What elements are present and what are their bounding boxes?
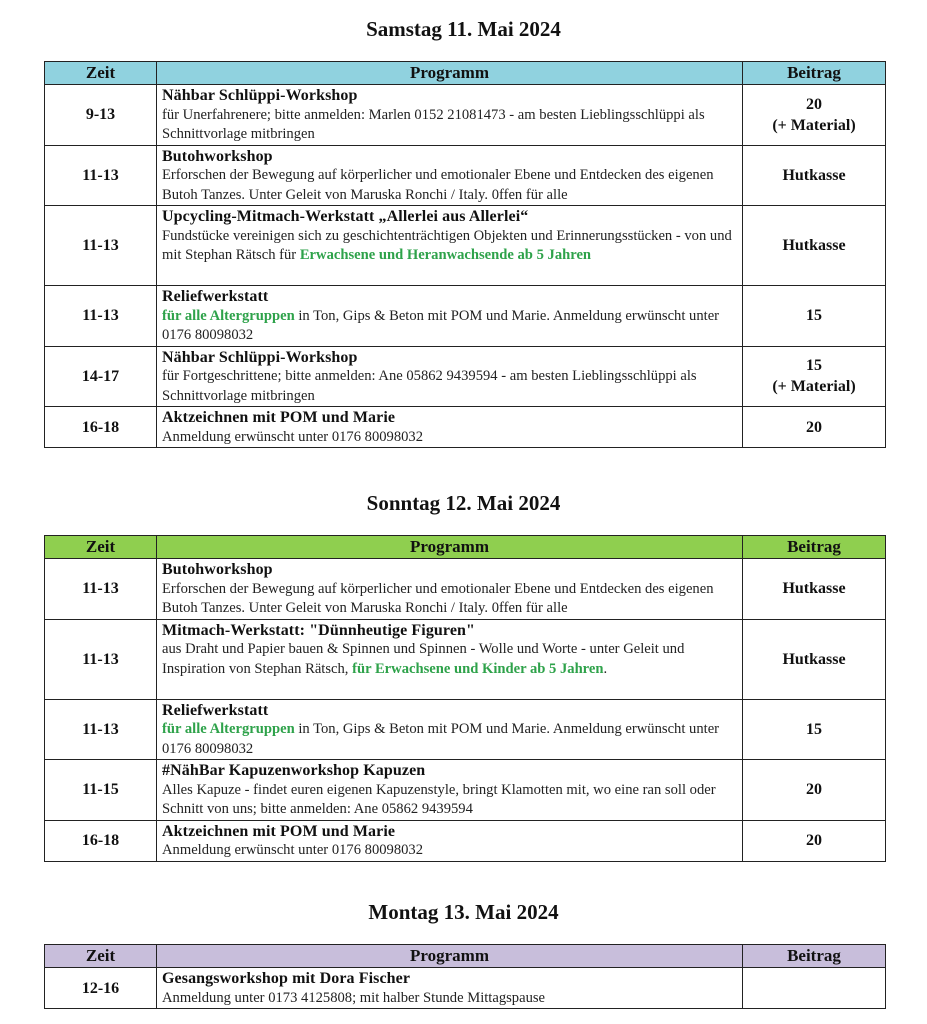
beitrag-line: 15 <box>806 357 822 375</box>
cell-programm <box>157 968 743 1009</box>
description-text: Anmeldung erwünscht unter 0176 80098032 <box>162 842 424 858</box>
program-description <box>162 720 738 759</box>
day-title-montag: Montag 13. Mai 2024 <box>368 900 559 924</box>
program-title: Butohworkshop <box>162 147 273 165</box>
header-zeit: Zeit <box>45 945 157 968</box>
header-programm: Programm <box>157 945 743 968</box>
cell-zeit: 14-17 <box>45 346 157 407</box>
cell-programm <box>157 206 743 286</box>
program-description <box>162 989 738 1009</box>
table-row <box>45 699 886 760</box>
cell-programm <box>157 820 743 861</box>
program-title: Reliefwerkstatt <box>162 288 269 305</box>
program-title: Upcycling-Mitmach-Werkstatt „Allerlei aus Allerlei“ <box>162 208 529 225</box>
table-row <box>45 968 886 1009</box>
description-text: Alles Kapuze - findet euren eigenen Kapuzenstyle, bringt Klamotten mit, wo eine ran soll oder Schnitt von uns; bitte anmelden: Ane 05862 9439594 <box>162 781 716 817</box>
cell-zeit: 11-13 <box>45 559 157 620</box>
header-beitrag: Beitrag <box>743 62 886 85</box>
table-row <box>45 85 886 146</box>
table-row <box>45 820 886 861</box>
header-zeit: Zeit <box>45 62 157 85</box>
description-text: Fundstücke vereinigen sich zu geschichtenträchtigen Objekten und Erinnerungsstücken - von und mit Stephan Rätsch für <box>162 227 732 263</box>
beitrag-line: Hutkasse <box>782 580 846 598</box>
program-description <box>162 640 738 679</box>
program-description <box>162 106 738 145</box>
cell-programm <box>157 619 743 699</box>
header-zeit: Zeit <box>45 536 157 559</box>
program-title: Nähbar Schlüppi-Workshop <box>162 87 358 104</box>
cell-zeit: 11-13 <box>45 619 157 699</box>
beitrag-line: Hutkasse <box>782 237 846 254</box>
cell-zeit: 12-16 <box>45 968 157 1009</box>
schedule-table-montag <box>44 944 886 1009</box>
cell-zeit: 11-13 <box>45 699 157 760</box>
beitrag-line: 20 <box>806 418 822 436</box>
cell-beitrag <box>743 85 886 146</box>
program-title: #NähBar Kapuzenworkshop Kapuzen <box>162 762 426 779</box>
description-text: Anmeldung unter 0173 4125808; mit halber Stunde Mittagspause <box>162 989 546 1006</box>
cell-zeit: 11-15 <box>45 760 157 821</box>
cell-programm <box>157 346 743 407</box>
beitrag-line: (+ Material) <box>772 378 856 396</box>
program-description <box>162 580 738 619</box>
program-title: Nähbar Schlüppi-Workshop <box>162 348 358 366</box>
table-header-row <box>45 62 886 85</box>
cell-zeit: 11-13 <box>45 286 157 347</box>
table-row <box>45 619 886 699</box>
table-header-row <box>45 945 886 968</box>
program-title: Aktzeichnen mit POM und Marie <box>162 409 396 426</box>
program-description <box>162 841 738 861</box>
cell-programm <box>157 85 743 146</box>
cell-programm <box>157 559 743 620</box>
description-text: in Ton, Gips & Beton mit POM und Marie. Anmeldung erwünscht unter 0176 80098032 <box>162 307 720 343</box>
header-programm: Programm <box>157 62 743 85</box>
header-beitrag: Beitrag <box>743 945 886 968</box>
cell-beitrag <box>743 286 886 347</box>
cell-programm <box>157 699 743 760</box>
cell-programm <box>157 407 743 448</box>
table-row <box>45 407 886 448</box>
cell-zeit: 11-13 <box>45 145 157 206</box>
day-title-samstag: Samstag 11. Mai 2024 <box>366 17 561 41</box>
description-text: für Fortgeschrittene; bitte anmelden: Ane 05862 9439594 - am besten Lieblingsschlüppi als Schnittvorlage mitbringen <box>162 368 697 404</box>
beitrag-line: Hutkasse <box>782 166 846 184</box>
schedule-table-sonntag <box>44 535 886 862</box>
program-title: Gesangsworkshop mit Dora Fischer <box>162 970 411 987</box>
cell-programm <box>157 760 743 821</box>
program-description <box>162 428 738 448</box>
beitrag-line: 20 <box>806 781 822 799</box>
table-row <box>45 760 886 821</box>
program-title: Aktzeichnen mit POM und Marie <box>162 822 396 840</box>
table-row <box>45 346 886 407</box>
program-title: Reliefwerkstatt <box>162 701 269 719</box>
cell-beitrag <box>743 407 886 448</box>
beitrag-line: 20 <box>806 95 822 113</box>
program-description <box>162 781 738 820</box>
table-row <box>45 286 886 347</box>
table-row <box>45 206 886 286</box>
description-text: in Ton, Gips & Beton mit POM und Marie. Anmeldung erwünscht unter 0176 80098032 <box>162 721 720 757</box>
cell-zeit: 16-18 <box>45 407 157 448</box>
description-text: aus Draht und Papier bauen & Spinnen und Spinnen - Wolle und Worte - unter Geleit und Inspiration von Stephan Rätsch, <box>162 641 685 677</box>
cell-beitrag <box>743 619 886 699</box>
program-title: Butohworkshop <box>162 561 273 578</box>
header-beitrag: Beitrag <box>743 536 886 559</box>
beitrag-line: 20 <box>806 832 822 849</box>
description-text: Erforschen der Bewegung auf körperlicher und emotionaler Ebene und Entdecken des eigenen Butoh Tanzes. Unter Geleit von Maruska Ronchi / Italy. 0ffen für alle <box>162 167 714 203</box>
description-text: Erforschen der Bewegung auf körperlicher und emotionaler Ebene und Entdecken des eigenen Butoh Tanzes. Unter Geleit von Maruska Ronchi / Italy. 0ffen für alle <box>162 580 714 616</box>
cell-beitrag <box>743 346 886 407</box>
beitrag-line: (+ Material) <box>772 116 856 134</box>
cell-beitrag <box>743 559 886 620</box>
program-description <box>162 166 738 205</box>
cell-beitrag <box>743 145 886 206</box>
cell-zeit: 9-13 <box>45 85 157 146</box>
table-row <box>45 145 886 206</box>
highlight-text: Erwachsene und Heranwachsende ab 5 Jahren <box>299 247 592 263</box>
beitrag-line: 15 <box>806 307 822 325</box>
table-row <box>45 559 886 620</box>
cell-zeit: 11-13 <box>45 206 157 286</box>
highlight-text: für alle Altergruppen <box>162 307 295 324</box>
header-programm: Programm <box>157 536 743 559</box>
cell-beitrag <box>743 820 886 861</box>
program-title: Mitmach-Werkstatt: "Dünnheutige Figuren" <box>162 621 476 639</box>
description-text: . <box>603 660 608 677</box>
cell-programm <box>157 286 743 347</box>
beitrag-line: 15 <box>806 720 822 738</box>
highlight-text: für Erwachsene und Kinder ab 5 Jahren <box>352 660 604 677</box>
description-text: für Unerfahrenere; bitte anmelden: Marlen 0152 21081473 - am besten Lieblingsschlüppi als Schnittvorlage mitbringen <box>162 106 705 142</box>
schedule-table-samstag <box>44 61 886 448</box>
description-text: Anmeldung erwünscht unter 0176 80098032 <box>162 428 424 445</box>
day-title-sonntag: Sonntag 12. Mai 2024 <box>366 491 561 515</box>
cell-beitrag <box>743 968 886 1009</box>
cell-beitrag <box>743 760 886 821</box>
beitrag-line: Hutkasse <box>782 650 846 668</box>
program-description <box>162 367 738 406</box>
cell-zeit: 16-18 <box>45 820 157 861</box>
cell-programm <box>157 145 743 206</box>
cell-beitrag <box>743 699 886 760</box>
table-header-row <box>45 536 886 559</box>
cell-beitrag <box>743 206 886 286</box>
program-description <box>162 227 738 266</box>
highlight-text: für alle Altergruppen <box>162 721 295 737</box>
program-description <box>162 307 738 346</box>
